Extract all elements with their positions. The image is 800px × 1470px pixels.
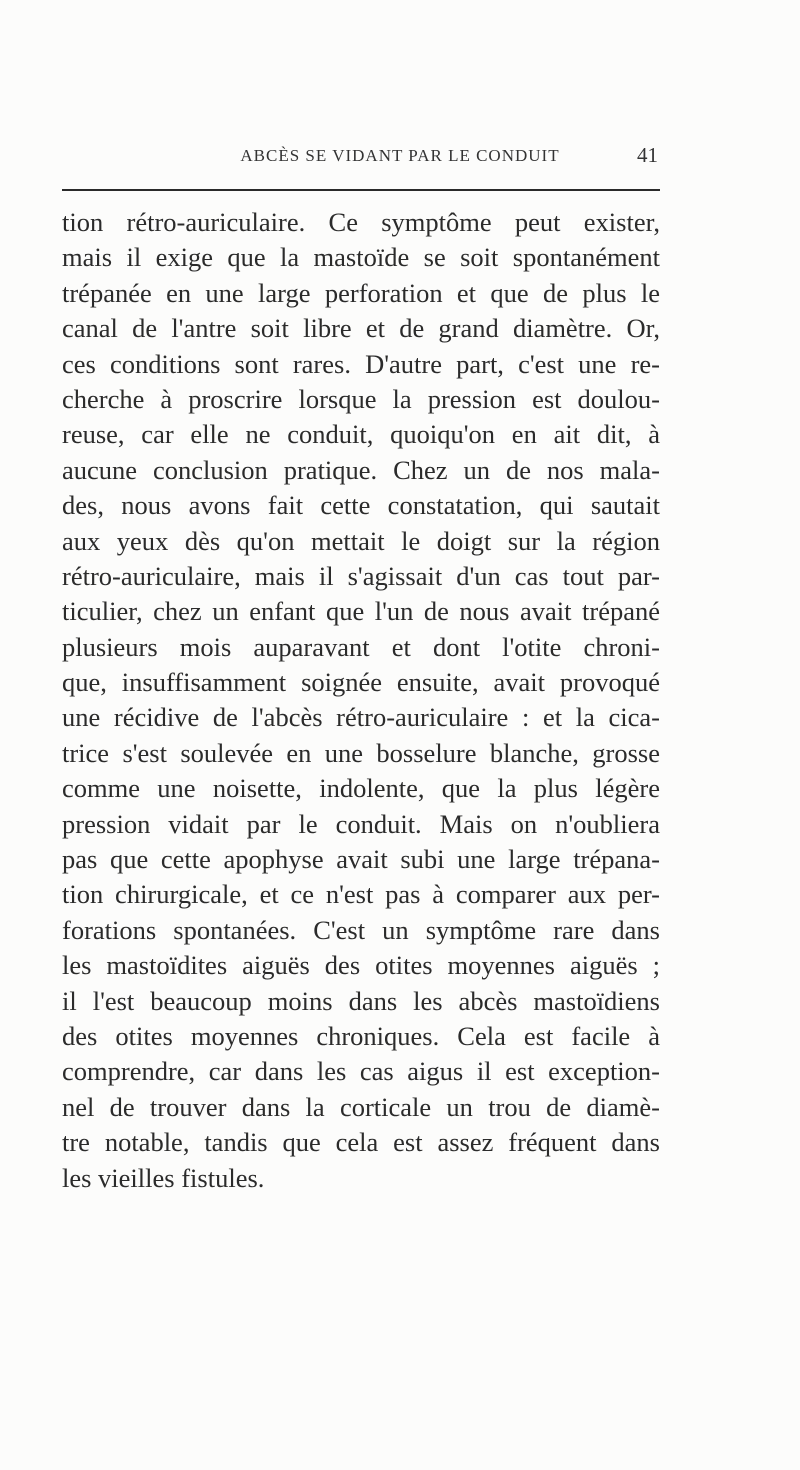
text-line: rétro-auriculaire, mais il s'agissait d'un cas tout par- [62,560,660,591]
text-line: pas que cette apophyse avait subi une large trépana- [62,844,660,875]
text-line: des, nous avons fait cette constatation, qui sautait [62,490,660,521]
text-line: il l'est beaucoup moins dans les abcès mastoïdiens [62,985,660,1016]
text-line: les mastoïdites aiguës des otites moyennes aiguës ; [62,950,660,981]
text-line: tion chirurgicale, et ce n'est pas à comparer aux per- [62,879,660,910]
text-line: cherche à proscrire lorsque la pression est doulou- [62,383,660,414]
text-line: comme une noisette, indolente, que la plus légère [62,773,660,804]
text-line: canal de l'antre soit libre et de grand diamètre. Or, [62,313,660,344]
page-number: 41 [637,143,658,167]
text-line: reuse, car elle ne conduit, quoiqu'on en ait dit, à [62,419,660,450]
text-line: une récidive de l'abcès rétro-auriculaire : et la cica- [62,702,660,733]
text-line: ces conditions sont rares. D'autre part, c'est une re- [62,348,660,379]
text-line: trépanée en une large perforation et que de plus le [62,277,660,308]
text-line: forations spontanées. C'est un symptôme rare dans [62,914,660,945]
text-line: tre notable, tandis que cela est assez fréquent dans [62,1127,660,1158]
header-rule [62,189,660,191]
text-line: tion rétro-auriculaire. Ce symptôme peut exister, [62,207,660,237]
body-paragraph [62,205,660,1196]
text-line: plusieurs mois auparavant et dont l'otite chroni- [62,631,660,662]
text-line: aucune conclusion pratique. Chez un de nos mala- [62,454,660,485]
text-line: mais il exige que la mastoïde se soit spontanément [62,242,660,273]
text-line: les vieilles fistules. [62,1162,265,1193]
text-line: trice s'est soulevée en une bosselure blanche, grosse [62,737,660,768]
text-line: ticulier, chez un enfant que l'un de nous avait trépané [62,596,660,627]
running-title: ABCÈS SE VIDANT PAR LE CONDUIT [240,146,560,165]
text-line: comprendre, car dans les cas aigus il est exception- [62,1056,660,1087]
text-line: aux yeux dès qu'on mettait le doigt sur la région [62,525,660,556]
text-line: que, insuffisamment soignée ensuite, avait provoqué [62,667,660,698]
text-line: des otites moyennes chroniques. Cela est facile à [62,1020,660,1051]
text-line: nel de trouver dans la corticale un trou de diamè- [62,1091,660,1122]
text-line: pression vidait par le conduit. Mais on n'oubliera [62,808,660,839]
